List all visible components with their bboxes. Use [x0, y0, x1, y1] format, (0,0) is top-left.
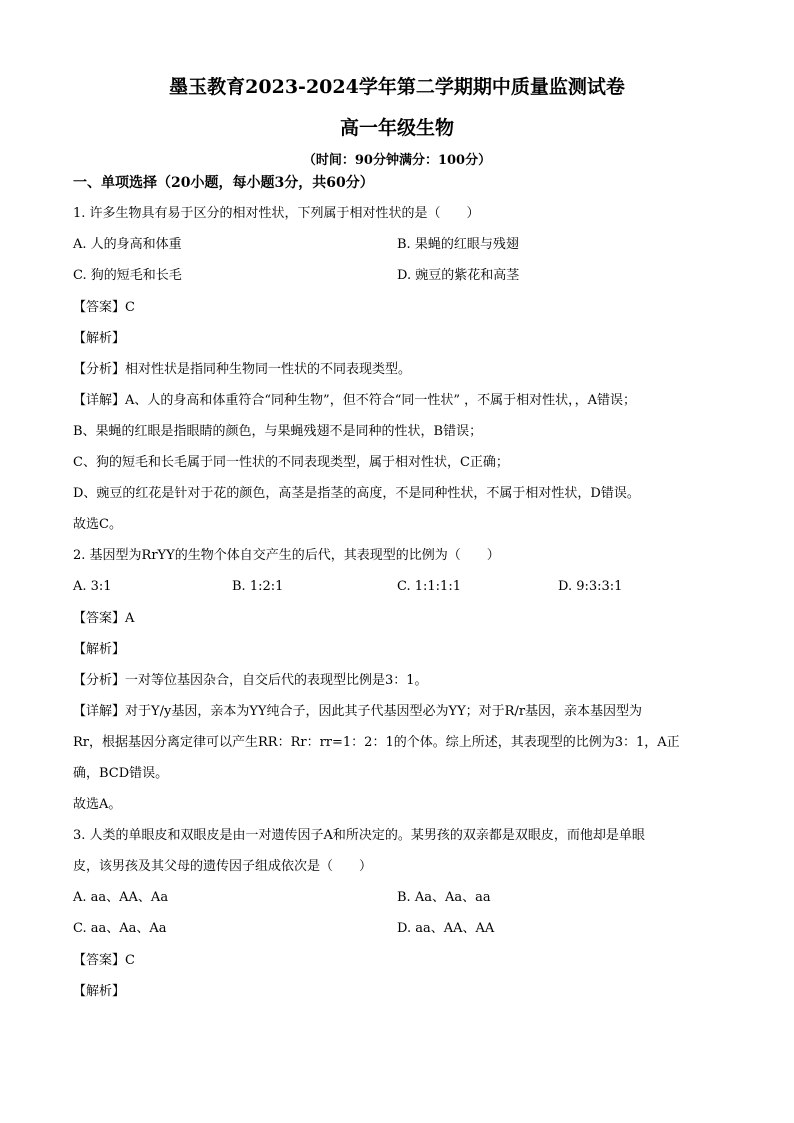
q3-option-d: D. aa、AA、AA [397, 921, 495, 936]
q1-fenxi-text: 相对性状是指同种生物同一性状的不同表现类型。 [125, 362, 412, 377]
q3-stem-2: 皮，该男孩及其父母的遗传因子组成依次是（ ） [73, 859, 373, 874]
q2-conclusion: 故选A。 [73, 797, 122, 812]
q1-option-d: D. 豌豆的紫花和高茎 [397, 268, 520, 283]
q3-analysis-tag: 【解析】 [73, 984, 126, 999]
q3-answer-value: C [125, 953, 135, 968]
detail-tag: 【详解】 [73, 704, 126, 719]
q1-detail-3: C、狗的短毛和长毛属于同一性状的不同表现类型，属于相对性状，C正确； [73, 455, 509, 470]
q2-fenxi [73, 672, 428, 690]
q1-answer [73, 299, 135, 317]
exam-time-info: （时间：90分钟满分：100分） [302, 153, 492, 168]
q2-option-c: C. 1:1:1:1 [397, 579, 461, 594]
q2-fenxi-text: 一对等位基因杂合，自交后代的表现型比例是3：1。 [125, 673, 428, 688]
exam-subtitle: 高一年级生物 [339, 117, 454, 139]
q2-option-b: B. 1:2:1 [232, 579, 284, 594]
q2-option-d: D. 9:3:3:1 [558, 579, 623, 594]
answer-tag: 【答案】 [73, 300, 126, 315]
q1-detail-1-text: A、人的身高和体重符合“同种生物”，但不符合“同一性状” ，不属于相对性状，，A错误； [125, 393, 637, 408]
q2-analysis-tag: 【解析】 [73, 642, 126, 657]
q1-detail-4: D、豌豆的红花是针对于花的颜色，高茎是指茎的高度，不是同种性状，不属于相对性状，D错误。 [73, 486, 640, 501]
q1-option-c: C. 狗的短毛和长毛 [73, 268, 182, 283]
q3-stem-1: 3. 人类的单眼皮和双眼皮是由一对遗传因子A和所决定的。某男孩的双亲都是双眼皮，而他却是单眼 [73, 828, 645, 843]
section-heading: 一、单项选择（20小题，每小题3分，共60分） [73, 175, 374, 191]
q1-stem: 1. 许多生物具有易于区分的相对性状，下列属于相对性状的是（ ） [73, 206, 480, 221]
q1-detail-1 [73, 392, 636, 410]
exam-title: 墨玉教育2023-2024学年第二学期期中质量监测试卷 [169, 76, 625, 98]
q2-option-a: A. 3:1 [73, 579, 112, 594]
q2-detail-1-text: 对于Y/y基因，亲本为YY纯合子，因此其子代基因型必为YY；对于R/r基因，亲本基因型为 [125, 704, 643, 719]
q1-fenxi [73, 361, 411, 379]
q3-option-c: C. aa、Aa、Aa [73, 921, 167, 936]
answer-tag: 【答案】 [73, 953, 126, 968]
q2-detail-1 [73, 703, 642, 721]
q2-detail-2: Rr，根据基因分离定律可以产生RR：Rr：rr=1：2：1的个体。综上所述，其表现型的比例为3：1，A正 [73, 735, 680, 750]
answer-tag: 【答案】 [73, 611, 126, 626]
q1-answer-value: C [125, 300, 135, 315]
q3-option-b: B. Aa、Aa、aa [397, 890, 491, 905]
q3-option-a: A. aa、AA、Aa [73, 890, 169, 905]
q1-option-b: B. 果蝇的红眼与残翅 [397, 237, 519, 252]
q1-conclusion: 故选C。 [73, 517, 122, 532]
q1-analysis-tag: 【解析】 [73, 331, 126, 346]
q2-answer [73, 610, 134, 628]
detail-tag: 【详解】 [73, 393, 126, 408]
q3-answer [73, 952, 135, 970]
fenxi-tag: 【分析】 [73, 362, 126, 377]
q2-answer-value: A [125, 611, 135, 626]
q2-detail-3: 确，BCD错误。 [73, 766, 169, 781]
q1-option-a: A. 人的身高和体重 [73, 237, 182, 252]
q2-stem: 2. 基因型为RrYY的生物个体自交产生的后代，其表现型的比例为（ ） [73, 548, 500, 563]
fenxi-tag: 【分析】 [73, 673, 126, 688]
q1-detail-2: B、果蝇的红眼是指眼睛的颜色，与果蝇残翅不是同种的性状，B错误； [73, 424, 483, 439]
